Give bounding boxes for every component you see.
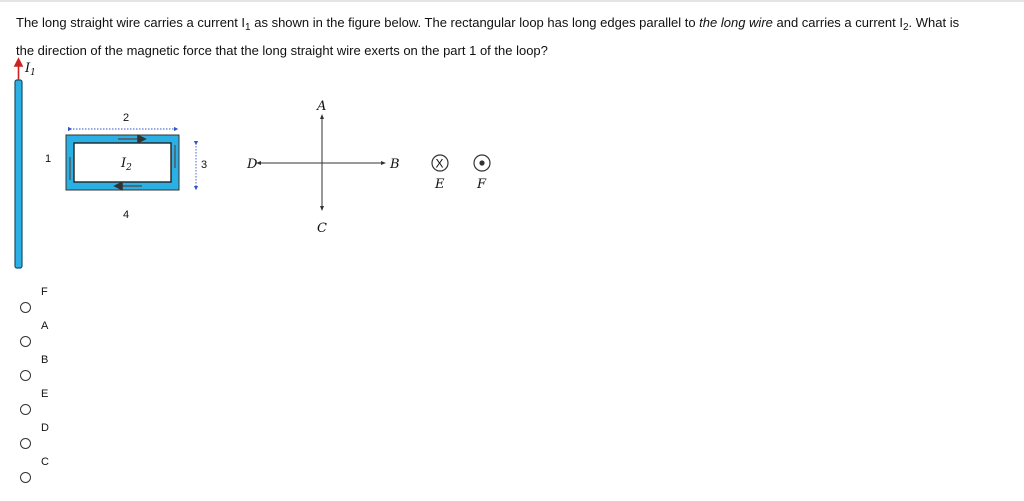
side-label-4: 4	[123, 209, 130, 221]
option-d[interactable]	[20, 422, 140, 456]
option-label-b: B	[41, 354, 49, 366]
direction-label-a: A	[317, 99, 327, 114]
radio-button-c[interactable]	[20, 472, 31, 483]
option-label-f: F	[41, 286, 48, 298]
radio-button-e[interactable]	[20, 404, 31, 415]
direction-label-e: E	[435, 177, 445, 192]
out-of-page-dot	[479, 160, 484, 165]
radio-button-a[interactable]	[20, 336, 31, 347]
question-part-4: . What is	[908, 15, 960, 30]
direction-label-b: B	[390, 157, 400, 172]
option-label-e: E	[41, 388, 49, 400]
option-label-a: A	[41, 320, 49, 332]
long-wire	[15, 80, 22, 268]
question-sub-1: 1	[245, 22, 251, 33]
top-divider	[0, 0, 1024, 2]
answer-options	[20, 286, 220, 496]
question-part-1: The long straight wire carries a current I	[16, 15, 246, 30]
side-label-2: 2	[123, 112, 130, 124]
option-c[interactable]	[20, 456, 140, 490]
side-label-3: 3	[201, 159, 208, 171]
arrow-up-head	[320, 114, 324, 119]
option-f[interactable]	[20, 286, 140, 320]
option-b[interactable]	[20, 354, 140, 388]
question-part-number: 1	[469, 43, 477, 58]
question-line2-text: the direction of the magnetic force that the long straight wire exerts on the part	[16, 43, 470, 58]
arrow-down-head	[320, 206, 324, 211]
radio-button-f[interactable]	[20, 302, 31, 313]
side-label-1: 1	[45, 153, 52, 165]
direction-label-d: D	[247, 157, 258, 172]
question-sub-2: 2	[902, 22, 909, 33]
wire-current-label: $I_1$	[25, 61, 36, 78]
direction-label-c: C	[317, 221, 327, 236]
question-line2-end: of the loop?	[476, 43, 548, 58]
into-page-symbol: X	[435, 156, 444, 171]
radio-button-d[interactable]	[20, 438, 31, 449]
direction-label-f: F	[477, 177, 487, 192]
option-a[interactable]	[20, 320, 140, 354]
loop-current-label: $I_2$	[121, 156, 132, 173]
option-label-d: D	[41, 422, 49, 434]
question-italic: the long wire	[699, 15, 773, 30]
radio-button-b[interactable]	[20, 370, 31, 381]
option-label-c: C	[41, 456, 49, 468]
physics-figure	[0, 52, 560, 282]
question-part-3: and carries a current I	[772, 15, 903, 30]
question-line-1	[16, 11, 1016, 39]
arrow-right-head	[381, 161, 386, 165]
option-e[interactable]	[20, 388, 140, 422]
question-part-2: as shown in the figure below. The rectangular loop has long edges parallel to	[250, 15, 700, 30]
